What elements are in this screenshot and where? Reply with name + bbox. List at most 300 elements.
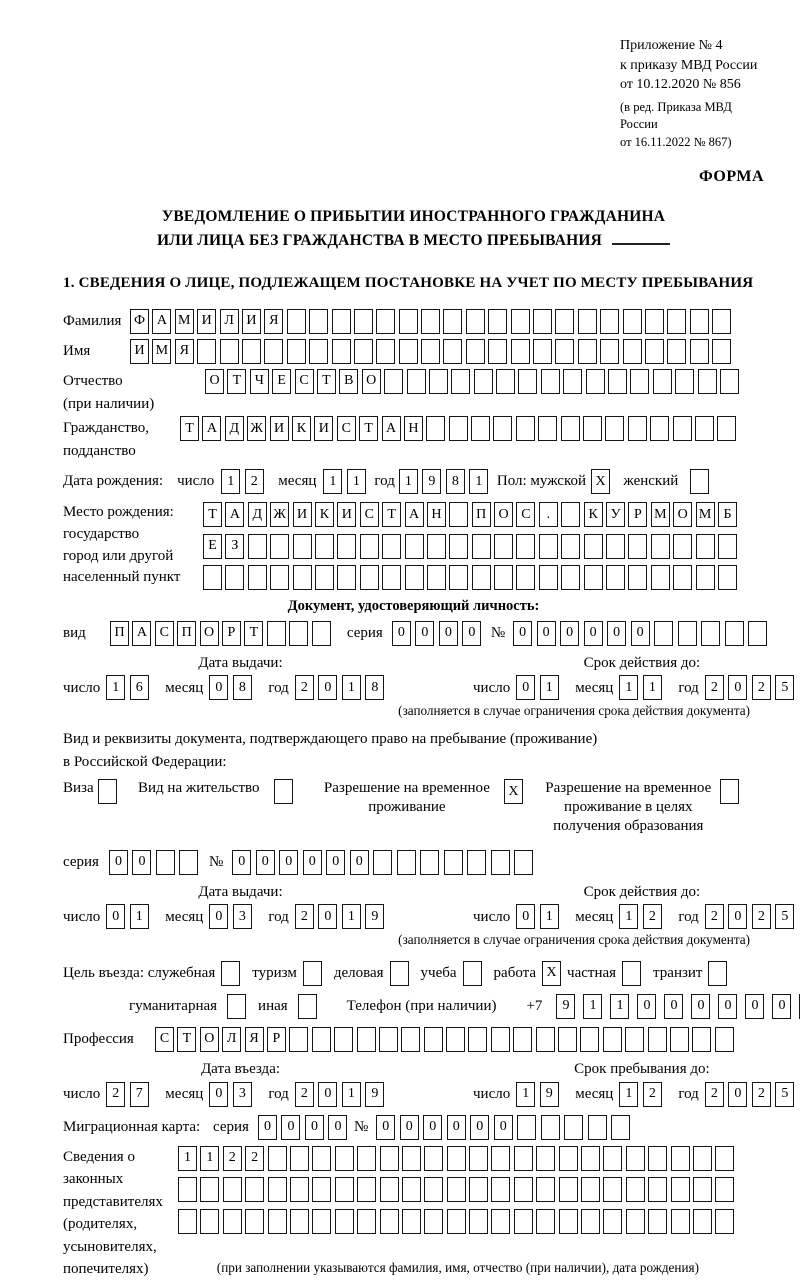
char-cell[interactable] [496, 369, 515, 394]
char-cell[interactable] [603, 1027, 622, 1052]
char-cell[interactable] [424, 1027, 443, 1052]
char-cell[interactable]: Р [222, 621, 241, 646]
char-cell[interactable] [245, 1177, 264, 1202]
char-cell[interactable]: Я [245, 1027, 264, 1052]
char-cell[interactable] [466, 309, 485, 334]
char-cell[interactable] [671, 1146, 690, 1171]
char-cell[interactable]: А [382, 416, 401, 441]
char-cell[interactable]: 1 [323, 469, 342, 494]
char-cell[interactable] [692, 1027, 711, 1052]
char-cell[interactable]: 5 [775, 1082, 794, 1107]
char-cell[interactable]: 0 [728, 904, 747, 929]
char-cell[interactable] [578, 309, 597, 334]
char-cell[interactable] [555, 309, 574, 334]
char-cell[interactable]: А [152, 309, 171, 334]
char-cell[interactable]: 2 [295, 904, 314, 929]
char-cell[interactable] [449, 416, 468, 441]
char-cell[interactable]: 0 [772, 994, 791, 1019]
char-cell[interactable] [382, 534, 401, 559]
char-cell[interactable] [648, 1177, 667, 1202]
char-cell[interactable]: 0 [584, 621, 603, 646]
char-cell[interactable]: И [337, 502, 356, 527]
char-cell[interactable] [630, 369, 649, 394]
char-cell[interactable]: 5 [775, 904, 794, 929]
char-cell[interactable] [516, 565, 535, 590]
char-cell[interactable] [293, 565, 312, 590]
char-cell[interactable]: М [175, 309, 194, 334]
char-cell[interactable] [564, 1115, 583, 1140]
char-cell[interactable] [725, 621, 744, 646]
char-cell[interactable] [401, 1027, 420, 1052]
char-cell[interactable] [578, 339, 597, 364]
char-cell[interactable] [626, 1177, 645, 1202]
char-cell[interactable] [514, 850, 533, 875]
char-cell[interactable] [584, 565, 603, 590]
char-cell[interactable] [380, 1209, 399, 1234]
char-cell[interactable] [720, 369, 739, 394]
char-cell[interactable] [402, 1146, 421, 1171]
temp-residence-checkbox[interactable]: X [504, 779, 523, 804]
char-cell[interactable] [203, 565, 222, 590]
char-cell[interactable] [289, 621, 308, 646]
char-cell[interactable] [628, 565, 647, 590]
char-cell[interactable] [469, 1146, 488, 1171]
char-cell[interactable] [443, 339, 462, 364]
char-cell[interactable] [712, 339, 731, 364]
char-cell[interactable] [312, 1209, 331, 1234]
char-cell[interactable] [384, 369, 403, 394]
char-cell[interactable] [309, 309, 328, 334]
char-cell[interactable] [536, 1209, 555, 1234]
char-cell[interactable]: 0 [728, 675, 747, 700]
char-cell[interactable] [466, 339, 485, 364]
char-cell[interactable] [493, 416, 512, 441]
char-cell[interactable]: О [362, 369, 381, 394]
char-cell[interactable] [334, 1027, 353, 1052]
char-cell[interactable] [517, 1115, 536, 1140]
char-cell[interactable] [605, 416, 624, 441]
char-cell[interactable]: 1 [178, 1146, 197, 1171]
char-cell[interactable] [335, 1209, 354, 1234]
char-cell[interactable]: Р [628, 502, 647, 527]
char-cell[interactable]: Ч [250, 369, 269, 394]
char-cell[interactable] [407, 369, 426, 394]
char-cell[interactable] [357, 1209, 376, 1234]
purpose-humanitarian-checkbox[interactable] [227, 994, 246, 1019]
char-cell[interactable] [538, 416, 557, 441]
char-cell[interactable]: 0 [462, 621, 481, 646]
purpose-work-checkbox[interactable]: X [542, 961, 561, 986]
char-cell[interactable]: 0 [318, 1082, 337, 1107]
char-cell[interactable] [335, 1146, 354, 1171]
char-cell[interactable] [290, 1177, 309, 1202]
char-cell[interactable]: М [152, 339, 171, 364]
char-cell[interactable] [332, 309, 351, 334]
char-cell[interactable]: 1 [610, 994, 629, 1019]
char-cell[interactable]: 0 [664, 994, 683, 1019]
char-cell[interactable]: 0 [303, 850, 322, 875]
char-cell[interactable]: 0 [256, 850, 275, 875]
char-cell[interactable] [541, 369, 560, 394]
char-cell[interactable]: 1 [200, 1146, 219, 1171]
char-cell[interactable] [332, 339, 351, 364]
char-cell[interactable]: 0 [392, 621, 411, 646]
char-cell[interactable]: 2 [295, 1082, 314, 1107]
char-cell[interactable]: 2 [245, 469, 264, 494]
char-cell[interactable] [380, 1177, 399, 1202]
char-cell[interactable] [606, 534, 625, 559]
char-cell[interactable] [648, 1027, 667, 1052]
char-cell[interactable]: 1 [540, 904, 559, 929]
char-cell[interactable]: Т [317, 369, 336, 394]
char-cell[interactable] [654, 621, 673, 646]
char-cell[interactable] [469, 1177, 488, 1202]
char-cell[interactable]: 8 [365, 675, 384, 700]
char-cell[interactable]: И [242, 309, 261, 334]
char-cell[interactable] [402, 1209, 421, 1234]
char-cell[interactable]: 0 [560, 621, 579, 646]
char-cell[interactable] [197, 339, 216, 364]
char-cell[interactable]: П [110, 621, 129, 646]
char-cell[interactable]: С [360, 502, 379, 527]
char-cell[interactable] [220, 339, 239, 364]
char-cell[interactable]: 0 [328, 1115, 347, 1140]
char-cell[interactable] [449, 565, 468, 590]
char-cell[interactable] [309, 339, 328, 364]
purpose-study-checkbox[interactable] [463, 961, 482, 986]
char-cell[interactable] [290, 1146, 309, 1171]
char-cell[interactable] [379, 1027, 398, 1052]
char-cell[interactable] [559, 1146, 578, 1171]
char-cell[interactable]: 0 [537, 621, 556, 646]
char-cell[interactable]: С [295, 369, 314, 394]
char-cell[interactable] [623, 339, 642, 364]
char-cell[interactable] [513, 1027, 532, 1052]
char-cell[interactable] [267, 621, 286, 646]
char-cell[interactable]: 1 [399, 469, 418, 494]
char-cell[interactable] [472, 534, 491, 559]
char-cell[interactable] [312, 1146, 331, 1171]
char-cell[interactable] [715, 1146, 734, 1171]
char-cell[interactable]: П [177, 621, 196, 646]
char-cell[interactable] [516, 534, 535, 559]
char-cell[interactable] [315, 534, 334, 559]
char-cell[interactable] [748, 621, 767, 646]
char-cell[interactable] [337, 565, 356, 590]
char-cell[interactable] [670, 1027, 689, 1052]
char-cell[interactable]: 9 [422, 469, 441, 494]
char-cell[interactable]: 0 [209, 1082, 228, 1107]
char-cell[interactable] [491, 1027, 510, 1052]
sex-male-checkbox[interactable]: X [591, 469, 610, 494]
char-cell[interactable] [405, 565, 424, 590]
char-cell[interactable] [421, 309, 440, 334]
char-cell[interactable] [248, 565, 267, 590]
char-cell[interactable] [561, 416, 580, 441]
char-cell[interactable] [536, 1177, 555, 1202]
char-cell[interactable]: . [539, 502, 558, 527]
char-cell[interactable] [606, 565, 625, 590]
char-cell[interactable]: Т [227, 369, 246, 394]
char-cell[interactable] [600, 309, 619, 334]
char-cell[interactable]: Б [718, 502, 737, 527]
purpose-tourism-checkbox[interactable] [303, 961, 322, 986]
char-cell[interactable]: 2 [245, 1146, 264, 1171]
char-cell[interactable] [354, 309, 373, 334]
char-cell[interactable]: 0 [209, 904, 228, 929]
char-cell[interactable] [671, 1177, 690, 1202]
char-cell[interactable]: С [155, 1027, 174, 1052]
char-cell[interactable]: 1 [347, 469, 366, 494]
char-cell[interactable] [467, 850, 486, 875]
char-cell[interactable]: 0 [318, 904, 337, 929]
char-cell[interactable] [424, 1146, 443, 1171]
char-cell[interactable]: 0 [281, 1115, 300, 1140]
char-cell[interactable] [539, 534, 558, 559]
char-cell[interactable] [623, 309, 642, 334]
char-cell[interactable] [645, 309, 664, 334]
char-cell[interactable]: А [405, 502, 424, 527]
char-cell[interactable]: 9 [540, 1082, 559, 1107]
char-cell[interactable] [491, 1177, 510, 1202]
char-cell[interactable] [380, 1146, 399, 1171]
char-cell[interactable] [287, 309, 306, 334]
char-cell[interactable] [563, 369, 582, 394]
char-cell[interactable] [429, 369, 448, 394]
char-cell[interactable] [360, 565, 379, 590]
char-cell[interactable]: К [292, 416, 311, 441]
char-cell[interactable] [583, 416, 602, 441]
char-cell[interactable]: 2 [295, 675, 314, 700]
char-cell[interactable] [270, 534, 289, 559]
char-cell[interactable]: 9 [365, 1082, 384, 1107]
char-cell[interactable] [335, 1177, 354, 1202]
char-cell[interactable] [696, 565, 715, 590]
char-cell[interactable] [603, 1177, 622, 1202]
char-cell[interactable]: 0 [318, 675, 337, 700]
char-cell[interactable] [360, 534, 379, 559]
char-cell[interactable] [718, 565, 737, 590]
char-cell[interactable]: О [200, 621, 219, 646]
char-cell[interactable] [600, 339, 619, 364]
char-cell[interactable] [312, 621, 331, 646]
char-cell[interactable]: У [606, 502, 625, 527]
char-cell[interactable]: 7 [130, 1082, 149, 1107]
char-cell[interactable] [447, 1209, 466, 1234]
char-cell[interactable]: Л [222, 1027, 241, 1052]
char-cell[interactable]: 1 [469, 469, 488, 494]
char-cell[interactable] [651, 565, 670, 590]
char-cell[interactable] [449, 534, 468, 559]
char-cell[interactable]: 3 [233, 1082, 252, 1107]
char-cell[interactable]: И [270, 416, 289, 441]
char-cell[interactable]: 1 [516, 1082, 535, 1107]
char-cell[interactable] [536, 1027, 555, 1052]
char-cell[interactable]: 0 [607, 621, 626, 646]
char-cell[interactable]: 1 [342, 675, 361, 700]
char-cell[interactable] [584, 534, 603, 559]
char-cell[interactable] [651, 534, 670, 559]
char-cell[interactable]: Ф [130, 309, 149, 334]
char-cell[interactable] [539, 565, 558, 590]
char-cell[interactable] [402, 1177, 421, 1202]
char-cell[interactable] [312, 1177, 331, 1202]
char-cell[interactable]: Т [382, 502, 401, 527]
char-cell[interactable] [200, 1209, 219, 1234]
char-cell[interactable]: 8 [233, 675, 252, 700]
char-cell[interactable] [625, 1027, 644, 1052]
char-cell[interactable]: 0 [279, 850, 298, 875]
char-cell[interactable] [444, 850, 463, 875]
char-cell[interactable] [382, 565, 401, 590]
char-cell[interactable] [424, 1177, 443, 1202]
purpose-private-checkbox[interactable] [622, 961, 641, 986]
char-cell[interactable] [653, 369, 672, 394]
char-cell[interactable] [518, 369, 537, 394]
char-cell[interactable]: 1 [619, 904, 638, 929]
char-cell[interactable]: И [197, 309, 216, 334]
char-cell[interactable] [376, 309, 395, 334]
char-cell[interactable] [698, 369, 717, 394]
char-cell[interactable]: 9 [365, 904, 384, 929]
char-cell[interactable] [474, 369, 493, 394]
char-cell[interactable] [561, 565, 580, 590]
char-cell[interactable] [673, 416, 692, 441]
char-cell[interactable] [559, 1177, 578, 1202]
char-cell[interactable] [696, 534, 715, 559]
char-cell[interactable] [488, 309, 507, 334]
char-cell[interactable] [179, 850, 198, 875]
char-cell[interactable] [491, 1209, 510, 1234]
char-cell[interactable] [690, 339, 709, 364]
char-cell[interactable]: 2 [752, 1082, 771, 1107]
char-cell[interactable] [514, 1177, 533, 1202]
char-cell[interactable] [446, 1027, 465, 1052]
visa-checkbox[interactable] [98, 779, 117, 804]
char-cell[interactable] [650, 416, 669, 441]
char-cell[interactable]: Т [244, 621, 263, 646]
char-cell[interactable]: Д [248, 502, 267, 527]
char-cell[interactable] [200, 1177, 219, 1202]
char-cell[interactable]: Е [203, 534, 222, 559]
char-cell[interactable] [701, 621, 720, 646]
char-cell[interactable]: 0 [400, 1115, 419, 1140]
char-cell[interactable]: Т [203, 502, 222, 527]
char-cell[interactable] [533, 309, 552, 334]
char-cell[interactable]: Р [267, 1027, 286, 1052]
char-cell[interactable] [715, 1027, 734, 1052]
char-cell[interactable]: Т [180, 416, 199, 441]
char-cell[interactable] [514, 1209, 533, 1234]
char-cell[interactable]: 2 [223, 1146, 242, 1171]
char-cell[interactable] [248, 534, 267, 559]
char-cell[interactable]: 0 [470, 1115, 489, 1140]
char-cell[interactable]: И [130, 339, 149, 364]
char-cell[interactable]: 2 [752, 675, 771, 700]
char-cell[interactable] [447, 1177, 466, 1202]
char-cell[interactable]: 2 [643, 904, 662, 929]
char-cell[interactable]: Л [220, 309, 239, 334]
char-cell[interactable]: 1 [221, 469, 240, 494]
purpose-business-checkbox[interactable] [390, 961, 409, 986]
char-cell[interactable]: 1 [540, 675, 559, 700]
char-cell[interactable] [397, 850, 416, 875]
char-cell[interactable] [491, 850, 510, 875]
char-cell[interactable] [581, 1146, 600, 1171]
char-cell[interactable] [264, 339, 283, 364]
char-cell[interactable] [717, 416, 736, 441]
char-cell[interactable]: А [202, 416, 221, 441]
residence-permit-checkbox[interactable] [274, 779, 293, 804]
char-cell[interactable] [156, 850, 175, 875]
char-cell[interactable]: 0 [691, 994, 710, 1019]
char-cell[interactable]: 1 [130, 904, 149, 929]
char-cell[interactable]: 0 [423, 1115, 442, 1140]
char-cell[interactable]: С [516, 502, 535, 527]
temp-residence-education-checkbox[interactable] [720, 779, 739, 804]
char-cell[interactable] [561, 534, 580, 559]
char-cell[interactable]: 0 [745, 994, 764, 1019]
char-cell[interactable]: 0 [209, 675, 228, 700]
char-cell[interactable] [559, 1209, 578, 1234]
char-cell[interactable] [494, 534, 513, 559]
char-cell[interactable] [673, 565, 692, 590]
char-cell[interactable]: 1 [643, 675, 662, 700]
char-cell[interactable]: 0 [516, 904, 535, 929]
purpose-transit-checkbox[interactable] [708, 961, 727, 986]
char-cell[interactable]: 2 [705, 904, 724, 929]
char-cell[interactable] [581, 1177, 600, 1202]
char-cell[interactable] [561, 502, 580, 527]
char-cell[interactable] [421, 339, 440, 364]
char-cell[interactable] [268, 1177, 287, 1202]
char-cell[interactable] [178, 1209, 197, 1234]
char-cell[interactable] [354, 339, 373, 364]
char-cell[interactable]: А [132, 621, 151, 646]
char-cell[interactable] [449, 502, 468, 527]
char-cell[interactable] [376, 339, 395, 364]
char-cell[interactable]: Я [175, 339, 194, 364]
char-cell[interactable] [494, 565, 513, 590]
char-cell[interactable]: 9 [556, 994, 575, 1019]
char-cell[interactable]: 0 [631, 621, 650, 646]
char-cell[interactable] [447, 1146, 466, 1171]
char-cell[interactable]: Ж [247, 416, 266, 441]
char-cell[interactable]: 1 [583, 994, 602, 1019]
char-cell[interactable] [315, 565, 334, 590]
char-cell[interactable] [405, 534, 424, 559]
char-cell[interactable]: 0 [415, 621, 434, 646]
char-cell[interactable] [718, 534, 737, 559]
char-cell[interactable] [427, 534, 446, 559]
char-cell[interactable] [472, 565, 491, 590]
char-cell[interactable] [516, 416, 535, 441]
char-cell[interactable]: М [651, 502, 670, 527]
char-cell[interactable] [712, 309, 731, 334]
char-cell[interactable]: 0 [513, 621, 532, 646]
char-cell[interactable] [626, 1146, 645, 1171]
char-cell[interactable]: 0 [132, 850, 151, 875]
char-cell[interactable]: 8 [446, 469, 465, 494]
char-cell[interactable] [533, 339, 552, 364]
char-cell[interactable]: З [225, 534, 244, 559]
char-cell[interactable]: 0 [494, 1115, 513, 1140]
char-cell[interactable] [178, 1177, 197, 1202]
char-cell[interactable]: 0 [305, 1115, 324, 1140]
char-cell[interactable] [420, 850, 439, 875]
char-cell[interactable] [426, 416, 445, 441]
char-cell[interactable] [511, 339, 530, 364]
